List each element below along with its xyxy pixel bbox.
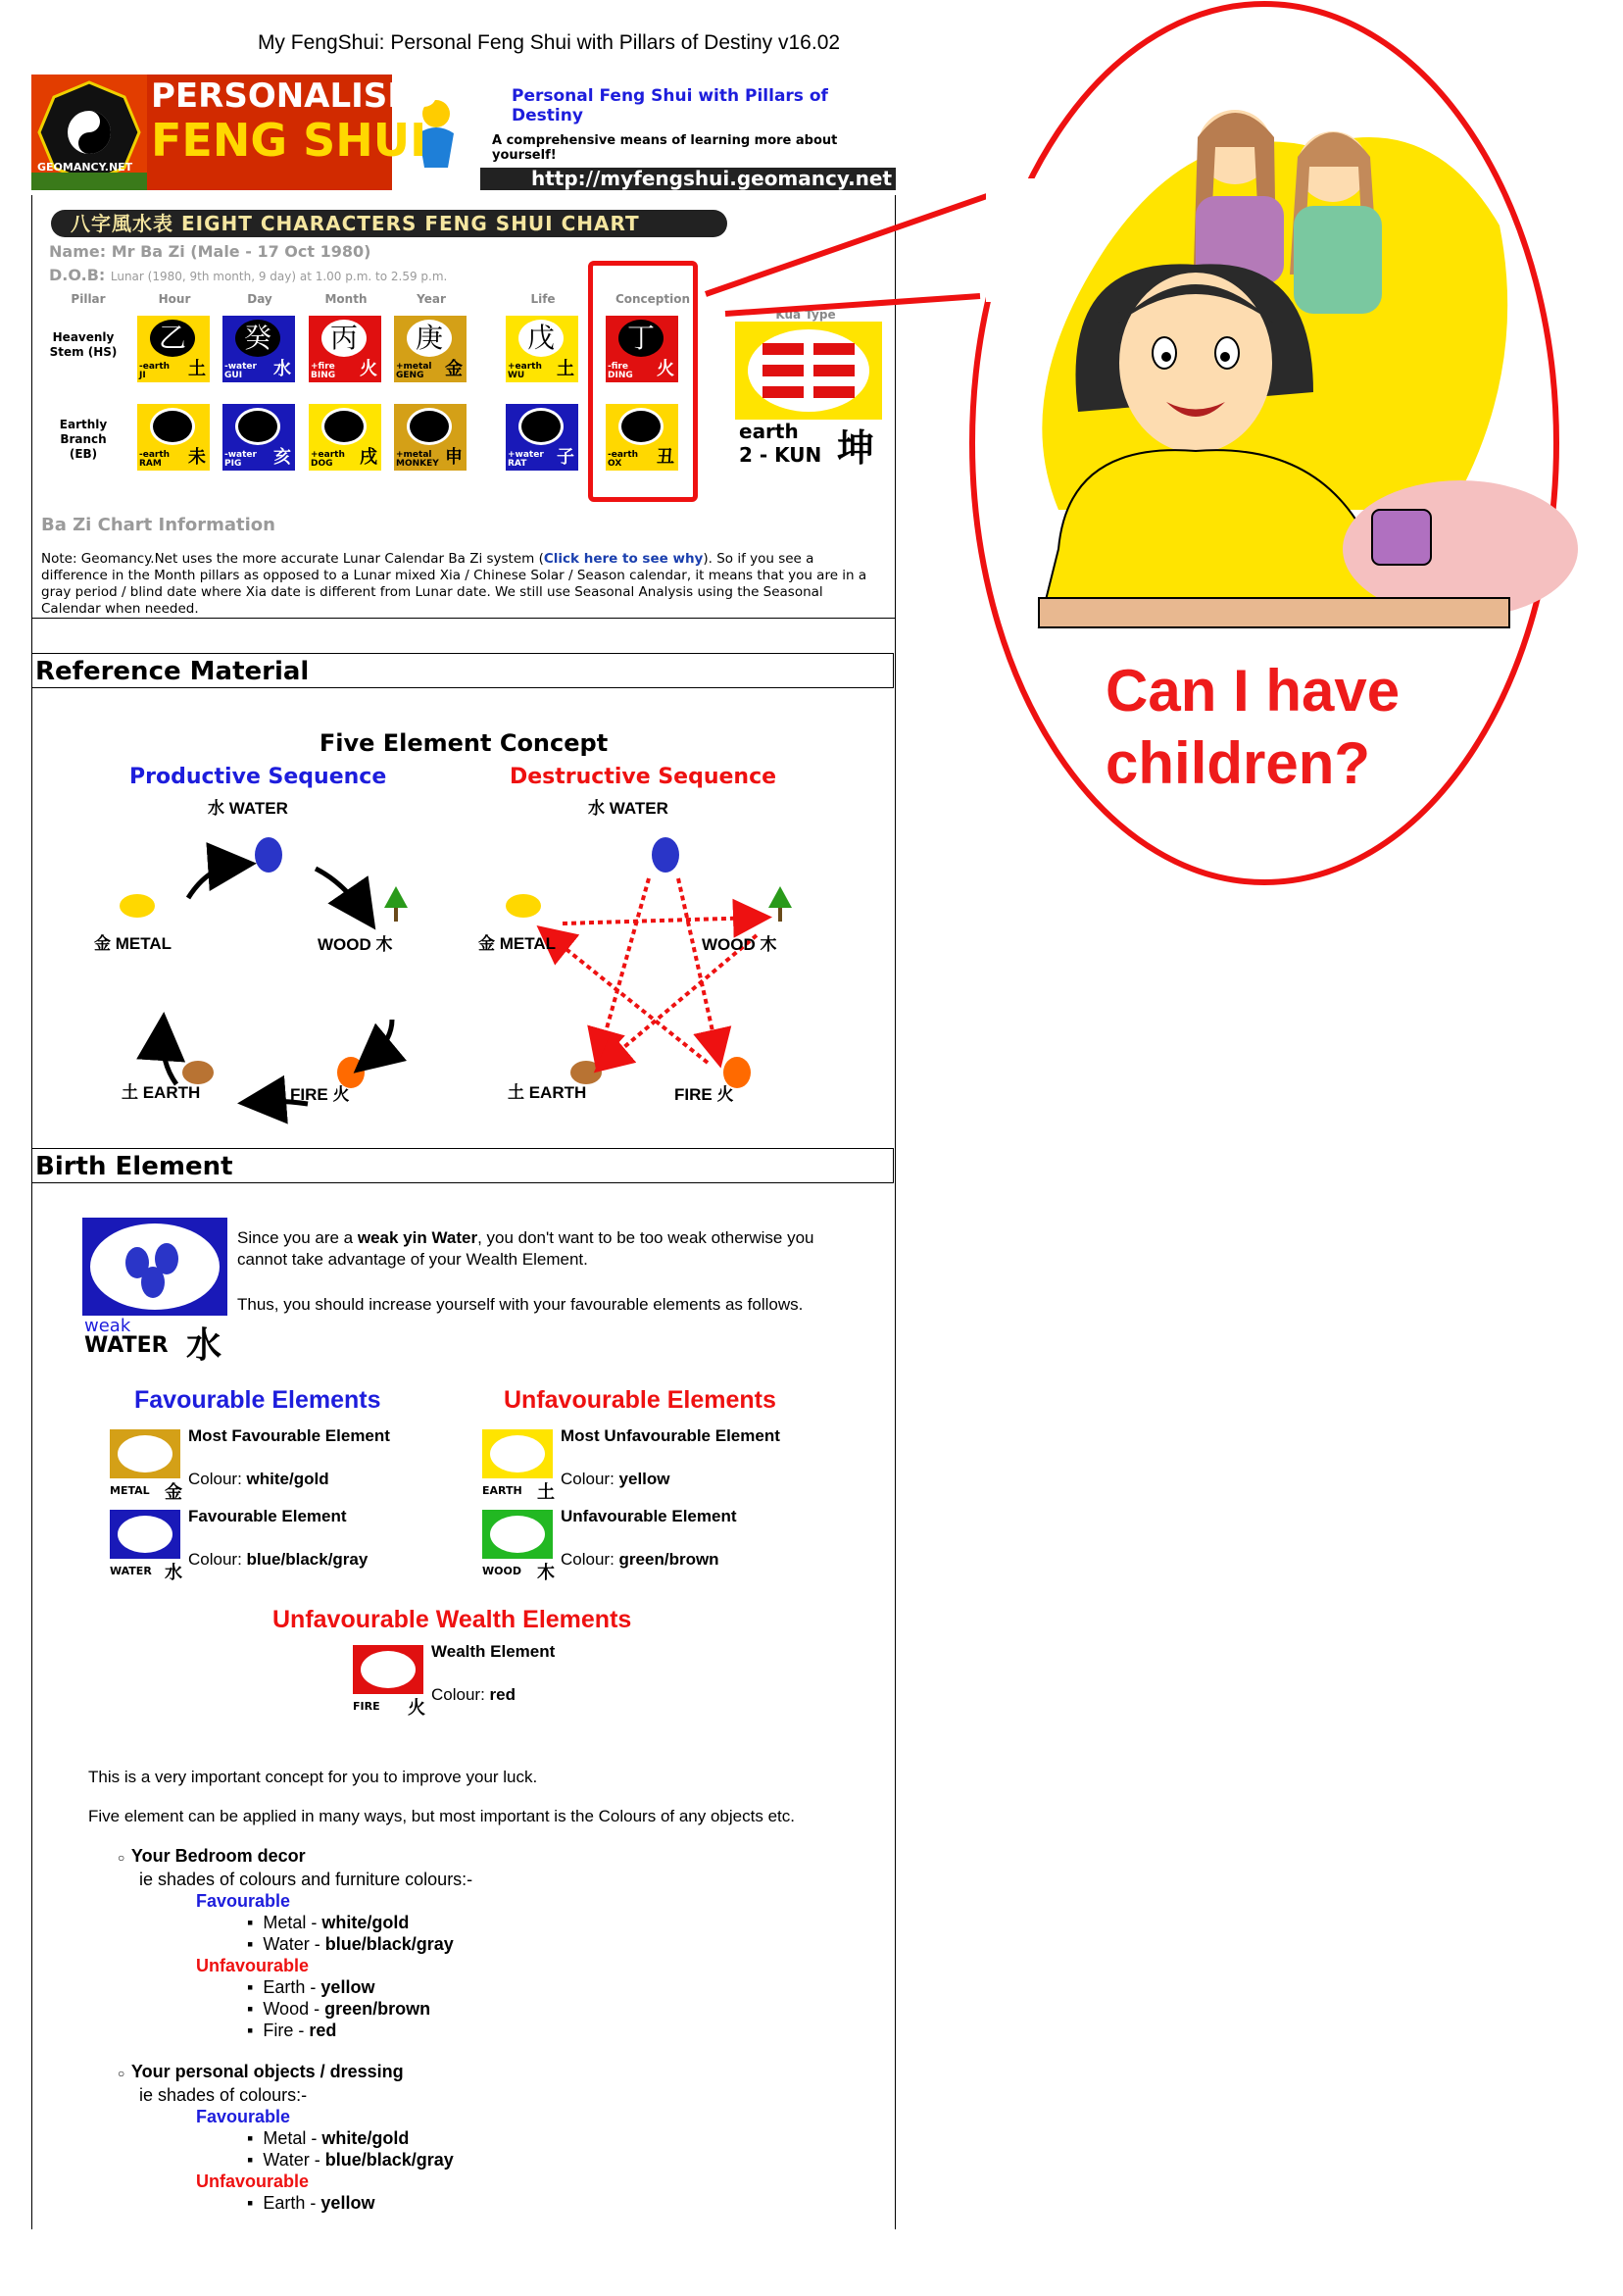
branch-label: -earth OX	[608, 450, 639, 469]
animal-icon	[518, 408, 564, 445]
banner-tagline: Personal Feng Shui with Pillars of Destiny	[512, 86, 828, 125]
branch-label: -water PIG	[224, 450, 257, 469]
destructive-wood: WOOD 木	[702, 935, 777, 954]
productive-sequence-title: Productive Sequence	[129, 765, 387, 789]
branch-hanzi: 亥	[273, 447, 291, 468]
wealth-heading: Unfavourable Wealth Elements	[272, 1606, 632, 1633]
branch-label: +water RAT	[508, 450, 544, 469]
productive-earth: 土 EARTH	[122, 1083, 201, 1102]
destructive-sequence-title: Destructive Sequence	[510, 765, 777, 789]
branch-label: +metal MONKEY	[396, 450, 439, 469]
element-icon-char: 土	[537, 1482, 555, 1503]
element-icon-label: FIRE	[353, 1700, 380, 1713]
geomancy-label: GEOMANCY.NET	[37, 161, 133, 174]
branch-tile	[394, 404, 467, 471]
stem-tile	[506, 316, 578, 382]
branch-tile	[137, 404, 210, 471]
stem-tile	[394, 316, 467, 382]
branch-label: +earth DOG	[311, 450, 345, 469]
unfavourable-heading: Unfavourable Elements	[504, 1386, 776, 1414]
branch-hanzi: 申	[445, 447, 463, 468]
destructive-earth: 土 EARTH	[508, 1083, 587, 1102]
branch-tile	[222, 404, 295, 471]
metal-element-icon	[110, 1429, 180, 1478]
stem-label: +fire BING	[311, 362, 336, 380]
stem-glyph: 庚	[407, 320, 452, 357]
wood-element-icon	[482, 1510, 553, 1559]
row-earthly-branch: Earthly Branch (EB)	[59, 418, 108, 461]
stem-hanzi: 水	[273, 359, 291, 379]
productive-metal: 金 METAL	[94, 934, 172, 953]
productive-water: 水 WATER	[208, 799, 288, 818]
branch-tile	[309, 404, 381, 471]
water-char: 水	[186, 1324, 222, 1366]
element-title: Wealth Element	[431, 1642, 556, 1661]
stem-hanzi: 土	[188, 359, 206, 379]
col-year: Year	[417, 292, 446, 306]
element-title: Favourable Element	[188, 1507, 347, 1525]
animal-icon	[150, 408, 195, 445]
stem-glyph: 戊	[518, 320, 564, 357]
element-icon-char: 木	[537, 1563, 555, 1583]
stem-hanzi: 金	[445, 359, 463, 379]
stem-glyph: 乙	[150, 320, 195, 357]
element-icon-char: 水	[165, 1563, 182, 1583]
kua-element: earth	[739, 420, 799, 443]
stem-tile	[137, 316, 210, 382]
name-value: Mr Ba Zi (Male - 17 Oct 1980)	[111, 242, 371, 261]
birth-element-heading: Birth Element	[31, 1148, 894, 1183]
dob-value: Lunar (1980, 9th month, 9 day) at 1.00 p.m. to 2.59 p.m.	[110, 270, 448, 283]
applied-note: Five element can be applied in many ways, but most important is the Colours of any objects etc.	[88, 1807, 795, 1825]
element-icon-label: WATER	[110, 1565, 152, 1577]
col-hour: Hour	[158, 292, 191, 306]
kua-type-label: Kua Type	[775, 308, 836, 322]
banner-feng-shui: FENG SHUI	[151, 114, 427, 167]
bedroom-list: ○ Your Bedroom decor ie shades of colours and furniture colours:- Favourable ▪ Metal - white/gold ▪ Water - blue/black/gray Unfavourable ▪ Earth - yellow ▪ Wood - green/brown ▪ Fire - red	[118, 1846, 473, 2040]
destructive-water: 水 WATER	[588, 799, 668, 818]
element-colour: Colour: white/gold	[188, 1470, 329, 1488]
stem-hanzi: 火	[360, 359, 377, 379]
personal-list: ○ Your personal objects / dressing ie shades of colours:- Favourable ▪ Metal - white/gold ▪ Water - blue/black/gray Unfavourable ▪ Earth - yellow	[118, 2062, 454, 2213]
birth-intro-2: Thus, you should increase yourself with your favourable elements as follows.	[237, 1295, 804, 1314]
element-title: Most Favourable Element	[188, 1426, 390, 1445]
name-label: Name:	[49, 242, 107, 261]
water-element-icon	[110, 1510, 180, 1559]
branch-hanzi: 丑	[657, 447, 674, 468]
chart-heading: 八字風水表 EIGHT CHARACTERS FENG SHUI CHART	[51, 210, 727, 237]
col-pillar: Pillar	[71, 292, 106, 306]
element-colour: Colour: yellow	[561, 1470, 670, 1488]
weak-water-icon	[82, 1218, 227, 1316]
animal-icon	[321, 408, 367, 445]
col-month: Month	[324, 292, 368, 306]
stem-hanzi: 火	[657, 359, 674, 379]
stem-tile	[309, 316, 381, 382]
branch-hanzi: 未	[188, 447, 206, 468]
stem-tile	[222, 316, 295, 382]
stem-label: -earth JI	[139, 362, 171, 380]
element-icon-label: METAL	[110, 1484, 150, 1497]
earth-element-icon	[482, 1429, 553, 1478]
col-conception: Conception	[615, 292, 691, 306]
element-icon-label: EARTH	[482, 1484, 522, 1497]
birth-intro: Since you are a weak yin Water, you don't want to be too weak otherwise you cannot take advantage of your Wealth Element.	[237, 1228, 814, 1269]
see-why-link[interactable]: Click here to see why	[543, 551, 704, 567]
row-heavenly-stem: Heavenly Stem (HS)	[49, 330, 118, 359]
banner-personalised: PERSONALISED	[151, 76, 438, 116]
frame-left	[31, 195, 32, 2229]
animal-icon	[407, 408, 452, 445]
element-colour: Colour: red	[431, 1685, 516, 1704]
element-title: Most Unfavourable Element	[561, 1426, 780, 1445]
conception-highlight	[588, 261, 698, 502]
stem-glyph: 丁	[618, 320, 664, 357]
stem-label: -water GUI	[224, 362, 257, 380]
five-element-title: Five Element Concept	[319, 729, 609, 757]
element-icon-label: WOOD	[482, 1565, 521, 1577]
weak-label: weak	[84, 1316, 131, 1336]
element-title: Unfavourable Element	[561, 1507, 737, 1525]
ba-zi-note: Note: Geomancy.Net uses the more accurate Lunar Calendar Ba Zi system (Click here to see why). So if you see a difference in the Month pillars as opposed to a Lunar mixed Xia / Chinese Solar / Season calendar, it means that you are in a gray period / blind date where Xia date is different from Lunar date. We still use Seasonal Analysis using the Seasonal Calendar when needed.	[41, 551, 867, 617]
reference-material-heading: Reference Material	[31, 653, 894, 688]
favourable-heading: Favourable Elements	[134, 1386, 381, 1414]
kua-number: 2 - KUN	[739, 443, 822, 467]
destructive-metal: 金 METAL	[478, 934, 557, 953]
banner-subline: A comprehensive means of learning more about yourself!	[492, 133, 838, 163]
productive-wood: WOOD 木	[318, 935, 393, 954]
stem-glyph: 癸	[235, 320, 280, 357]
document-title: My FengShui: Personal Feng Shui with Pillars of Destiny v16.02	[257, 31, 841, 54]
stem-label: +metal GENG	[396, 362, 432, 380]
stem-hanzi: 土	[557, 359, 574, 379]
col-day: Day	[247, 292, 272, 306]
important-note: This is a very important concept for you to improve your luck.	[88, 1768, 538, 1786]
ba-zi-info-heading: Ba Zi Chart Information	[41, 515, 275, 535]
bubble-question: Can I have children?	[1106, 658, 1401, 796]
fire-element-icon	[353, 1645, 423, 1694]
element-icon-char: 火	[408, 1698, 425, 1719]
destructive-fire: FIRE 火	[674, 1085, 734, 1104]
element-colour: Colour: green/brown	[561, 1550, 719, 1569]
kua-char: 坤	[837, 425, 875, 470]
banner-url[interactable]: http://myfengshui.geomancy.net	[531, 167, 893, 190]
stem-label: -fire DING	[608, 362, 633, 380]
branch-tile	[506, 404, 578, 471]
stem-label: +earth WU	[508, 362, 542, 380]
branch-hanzi: 子	[557, 447, 574, 468]
element-icon-char: 金	[165, 1482, 182, 1503]
animal-icon	[235, 408, 280, 445]
water-label: WATER	[84, 1333, 169, 1358]
productive-fire: FIRE 火	[290, 1085, 350, 1104]
col-life: Life	[530, 292, 556, 306]
stem-glyph: 丙	[321, 320, 367, 357]
dob-label: D.O.B:	[49, 266, 106, 284]
branch-label: -earth RAM	[139, 450, 171, 469]
branch-hanzi: 戌	[360, 447, 377, 468]
element-colour: Colour: blue/black/gray	[188, 1550, 369, 1569]
